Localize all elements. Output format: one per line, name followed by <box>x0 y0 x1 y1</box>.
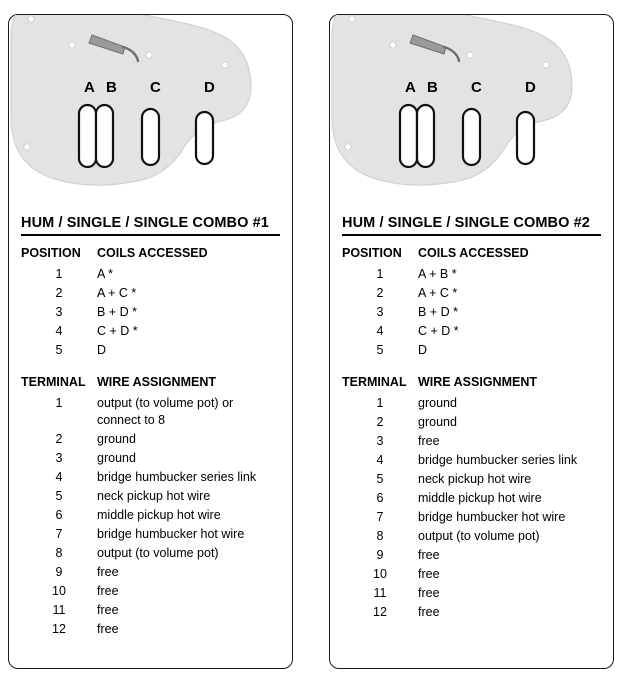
terminal-desc: free <box>97 583 119 598</box>
table-row <box>342 452 601 471</box>
terminals-table-2 <box>342 375 601 623</box>
position-desc: B + D * <box>97 305 137 319</box>
terminal-desc: ground <box>418 415 457 429</box>
table-row <box>21 545 280 564</box>
table-row <box>21 395 280 431</box>
table-header-row <box>342 246 601 266</box>
terminal-desc: middle pickup hot wire <box>418 491 542 505</box>
terminal-desc: free <box>97 602 119 617</box>
terminal-num: 10 <box>373 567 387 581</box>
table-row <box>21 342 280 361</box>
terminal-desc: free <box>418 567 440 581</box>
position-desc: A * <box>97 267 113 281</box>
panel-combo-1 <box>8 14 293 669</box>
terminal-desc: free <box>418 586 440 600</box>
table-row <box>342 266 601 285</box>
position-num: 3 <box>376 305 384 319</box>
panel-heading: HUM / SINGLE / SINGLE COMBO #2 <box>342 215 590 231</box>
terminal-num: 11 <box>52 602 66 617</box>
terminals-header-num: TERMINAL <box>342 375 407 389</box>
terminals-section-1 <box>21 375 280 640</box>
table-row <box>21 526 280 545</box>
position-num: 3 <box>55 305 63 319</box>
table-row <box>342 566 601 585</box>
coil-label-row-1 <box>9 79 292 103</box>
table-row <box>342 585 601 604</box>
table-row <box>21 469 280 488</box>
coil-label-d: D <box>525 79 537 96</box>
table-row <box>342 433 601 452</box>
terminals-header-num: TERMINAL <box>21 375 86 389</box>
terminal-desc: ground <box>418 396 457 410</box>
terminal-num: 1 <box>55 396 63 410</box>
coil-label-row-2 <box>330 79 613 103</box>
position-num: 2 <box>55 286 63 300</box>
terminal-num: 1 <box>376 396 384 410</box>
position-num: 4 <box>376 324 384 338</box>
terminal-num: 12 <box>52 621 66 636</box>
table-row <box>21 507 280 526</box>
table-row <box>21 488 280 507</box>
terminal-desc: output (to volume pot) <box>418 529 540 543</box>
table-row <box>21 323 280 342</box>
terminal-num: 12 <box>373 605 387 619</box>
table-row <box>342 323 601 342</box>
position-num: 5 <box>376 343 384 357</box>
terminal-desc: ground <box>97 431 136 446</box>
terminal-desc: bridge humbucker series link <box>97 469 257 484</box>
panel-heading-wrap-1 <box>21 215 280 236</box>
terminal-desc: bridge humbucker hot wire <box>97 526 245 541</box>
terminal-num: 7 <box>376 510 384 524</box>
terminal-desc: free <box>418 434 440 448</box>
pickguard-graphic <box>9 15 292 211</box>
table-row <box>342 414 601 433</box>
coil-label-c: C <box>150 79 162 96</box>
terminal-desc: neck pickup hot wire <box>97 488 211 503</box>
position-desc: A + C * <box>97 286 137 300</box>
terminal-num: 6 <box>55 507 63 522</box>
positions-section-1 <box>21 246 280 361</box>
terminal-num: 6 <box>376 491 384 505</box>
coil-label-d: D <box>204 79 216 96</box>
position-desc: A + B * <box>418 267 457 281</box>
terminal-num: 2 <box>376 415 384 429</box>
coil-label-b: B <box>427 79 439 96</box>
positions-table-1 <box>21 246 280 361</box>
terminal-desc: free <box>97 564 119 579</box>
position-desc: C + D * <box>97 324 138 338</box>
coil-label-c: C <box>471 79 483 96</box>
terminal-desc: output (to volume pot) <box>97 545 219 560</box>
table-row <box>342 395 601 414</box>
terminal-num: 7 <box>55 526 63 541</box>
pickguard-graphic <box>330 15 613 211</box>
terminals-header-desc: WIRE ASSIGNMENT <box>97 375 216 389</box>
position-desc: D <box>418 343 428 357</box>
table-row <box>21 450 280 469</box>
terminal-num: 10 <box>52 583 66 598</box>
table-row <box>342 304 601 323</box>
position-num: 5 <box>55 343 63 357</box>
table-row <box>342 285 601 304</box>
table-row <box>21 266 280 285</box>
table-row <box>21 285 280 304</box>
table-row <box>21 621 280 640</box>
table-header-row <box>21 375 280 395</box>
panel-combo-2 <box>329 14 614 669</box>
terminal-desc: free <box>97 621 119 636</box>
coil-label-a: A <box>405 79 417 96</box>
terminals-table-1 <box>21 375 280 640</box>
terminal-num: 5 <box>376 472 384 486</box>
table-header-row <box>342 375 601 395</box>
pickguard-diagram-2 <box>330 15 613 211</box>
positions-table-2 <box>342 246 601 361</box>
position-desc: C + D * <box>418 324 459 338</box>
table-row <box>342 509 601 528</box>
table-row <box>342 604 601 623</box>
terminal-desc: bridge humbucker hot wire <box>418 510 566 524</box>
terminal-num: 9 <box>55 564 63 579</box>
coil-label-a: A <box>84 79 96 96</box>
table-row <box>342 490 601 509</box>
position-num: 1 <box>55 267 63 281</box>
positions-header-num: POSITION <box>342 246 402 260</box>
positions-section-2 <box>342 246 601 361</box>
terminal-num: 8 <box>55 545 63 560</box>
position-desc: B + D * <box>418 305 458 319</box>
terminal-num: 4 <box>55 469 63 484</box>
positions-header-desc: COILS ACCESSED <box>97 246 208 260</box>
terminals-section-2 <box>342 375 601 623</box>
terminal-desc: neck pickup hot wire <box>418 472 532 486</box>
table-row <box>342 547 601 566</box>
position-desc: A + C * <box>418 286 458 300</box>
table-row <box>21 431 280 450</box>
position-desc: D <box>97 343 107 357</box>
table-header-row <box>21 246 280 266</box>
position-num: 2 <box>376 286 384 300</box>
table-row <box>21 602 280 621</box>
panel-heading: HUM / SINGLE / SINGLE COMBO #1 <box>21 215 269 231</box>
terminal-desc: ground <box>97 450 136 465</box>
positions-header-num: POSITION <box>21 246 81 260</box>
terminal-num: 4 <box>376 453 384 467</box>
position-num: 4 <box>55 324 63 338</box>
table-row <box>21 564 280 583</box>
terminal-num: 8 <box>376 529 384 543</box>
terminal-desc: bridge humbucker series link <box>418 453 578 467</box>
positions-header-desc: COILS ACCESSED <box>418 246 529 260</box>
terminal-desc: output (to volume pot) or connect to 8 <box>97 396 234 427</box>
table-row <box>21 304 280 323</box>
coil-label-b: B <box>106 79 118 96</box>
terminal-num: 11 <box>373 586 387 600</box>
terminal-num: 3 <box>55 450 63 465</box>
terminal-num: 9 <box>376 548 384 562</box>
table-row <box>342 471 601 490</box>
terminal-desc: middle pickup hot wire <box>97 507 221 522</box>
panel-heading-wrap-2 <box>342 215 601 236</box>
pickguard-diagram-1 <box>9 15 292 211</box>
table-row <box>342 528 601 547</box>
position-num: 1 <box>376 267 384 281</box>
terminal-desc: free <box>418 605 440 619</box>
terminal-num: 2 <box>55 431 63 446</box>
terminal-num: 3 <box>376 434 384 448</box>
terminals-header-desc: WIRE ASSIGNMENT <box>418 375 537 389</box>
table-row <box>342 342 601 361</box>
terminal-num: 5 <box>55 488 63 503</box>
table-row <box>21 583 280 602</box>
terminal-desc: free <box>418 548 440 562</box>
